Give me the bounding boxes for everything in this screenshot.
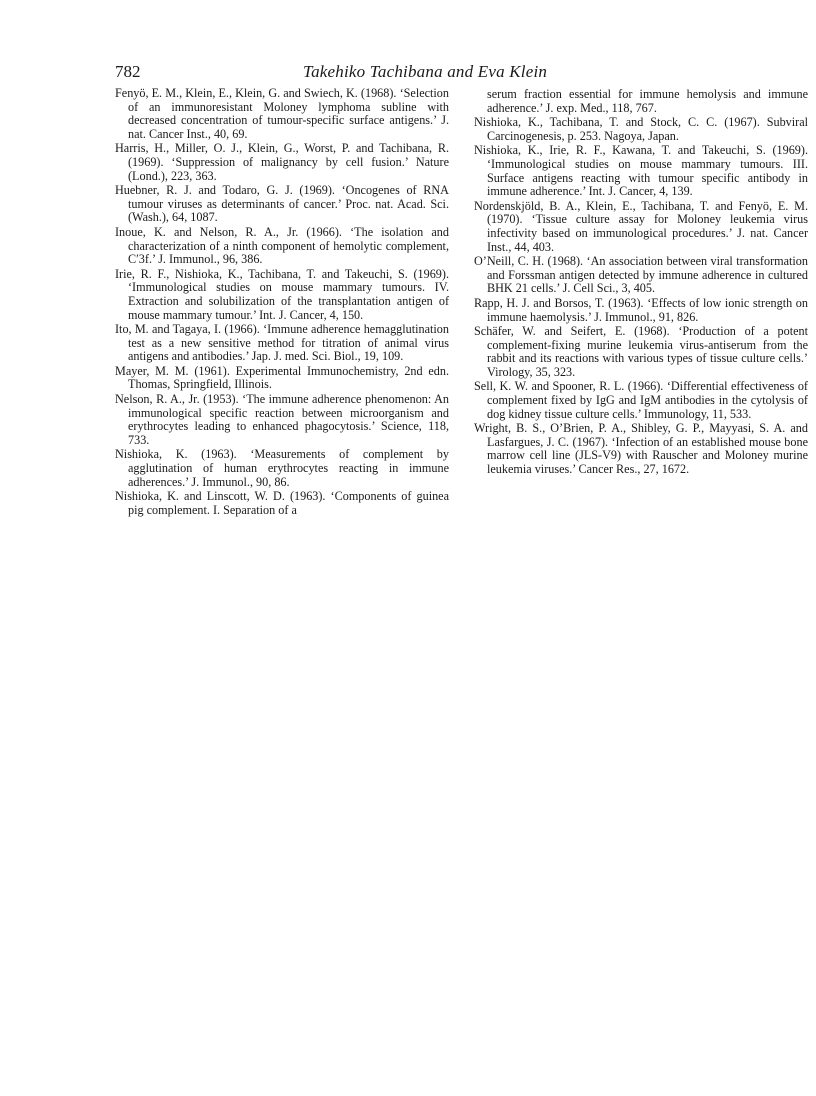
reference-entry: Fenyö, E. M., Klein, E., Klein, G. and Swiech, K. (1968). ‘Selection of an immunoresistant Moloney lymphoma subline with decreased concentration of tumour-specific surface antigens.’ J. nat. Cancer Inst., 40, 69.	[115, 86, 449, 141]
references-right-column	[474, 88, 808, 477]
reference-entry: Nishioka, K. (1963). ‘Measurements of complement by agglutination of human erythrocytes reacting in immune adherences.’ J. Immunol., 90, 86.	[115, 447, 449, 489]
reference-entry: Nishioka, K. and Linscott, W. D. (1963). ‘Components of guinea pig complement. I. Separation of a	[115, 489, 449, 517]
reference-entry: Inoue, K. and Nelson, R. A., Jr. (1966). ‘The isolation and characterization of a ninth component of hemolytic complement, C′3f.’ J. Immunol., 96, 386.	[115, 224, 449, 267]
page-number: 782	[115, 62, 141, 81]
reference-entry: Wright, B. S., O’Brien, P. A., Shibley, G. P., Mayyasi, S. A. and Lasfargues, J. C. (1967). ‘Infection of an established mouse bone marrow cell line (JLS-V9) with Rauscher and Moloney murine leukemia viruses.’ Cancer Res., 27, 1672.	[474, 421, 808, 477]
reference-entry: Irie, R. F., Nishioka, K., Tachibana, T. and Takeuchi, S. (1969). ‘Immunological studies on mouse mammary tumours. IV. Extraction and solubilization of the transplantation antigen of mouse mammary tumour.’ Int. J. Cancer, 4, 150.	[115, 266, 449, 322]
reference-entry: Nordenskjöld, B. A., Klein, E., Tachibana, T. and Fenyö, E. M. (1970). ‘Tissue culture assay for Moloney leukemia virus infectivity based on immunological procedures.’ J. nat. Cancer Inst., 44, 403.	[474, 198, 808, 254]
reference-entry: Harris, H., Miller, O. J., Klein, G., Worst, P. and Tachibana, R. (1969). ‘Suppression of malignancy by cell fusion.’ Nature (Lond.), 223, 363.	[115, 141, 449, 183]
reference-entry: Nelson, R. A., Jr. (1953). ‘The immune adherence phenomenon: An immunological specific reaction between microorganism and erythrocytes leading to enhanced phagocytosis.’ Science, 118, 733.	[115, 392, 449, 447]
reference-entry: Nishioka, K., Tachibana, T. and Stock, C. C. (1967). Subviral Carcinogenesis, p. 253. Nagoya, Japan.	[474, 115, 808, 143]
reference-entry: Rapp, H. J. and Borsos, T. (1963). ‘Effects of low ionic strength on immune haemolysis.’ J. Immunol., 91, 826.	[474, 295, 808, 324]
reference-entry: Ito, M. and Tagaya, I. (1966). ‘Immune adherence hemagglutination test as a new sensitive method for titration of animal virus antigens and antibodies.’ Jap. J. med. Sci. Biol., 19, 109.	[115, 322, 449, 364]
reference-entry: Huebner, R. J. and Todaro, G. J. (1969). ‘Oncogenes of RNA tumour viruses as determinants of cancer.’ Proc. nat. Acad. Sci. (Wash.), 64, 1087.	[115, 183, 449, 225]
reference-entry: Schäfer, W. and Seifert, E. (1968). ‘Production of a potent complement-fixing murine leukemia virus-antiserum from the rabbit and its reactions with various types of tissue culture cells.’ Virology, 35, 323.	[474, 324, 808, 379]
reference-entry: Sell, K. W. and Spooner, R. L. (1966). ‘Differential effectiveness of complement fixed by IgG and IgM antibodies in the cytolysis of dog kidney tissue culture cells.’ Immunology, 11, 533.	[474, 379, 808, 421]
reference-continuation: serum fraction essential for immune hemolysis and immune adherence.’ J. exp. Med., 118, 767.	[487, 87, 808, 115]
reference-entry: Mayer, M. M. (1961). Experimental Immunochemistry, 2nd edn. Thomas, Springfield, Illinois.	[115, 363, 449, 392]
running-head: Takehiko Tachibana and Eva Klein	[303, 62, 548, 81]
reference-entry: O’Neill, C. H. (1968). ‘An association between viral transformation and Forssman antigen detected by immune adherence in cultured BHK 21 cells.’ J. Cell Sci., 3, 405.	[474, 254, 808, 296]
references-left-column	[115, 87, 449, 517]
reference-entry: Nishioka, K., Irie, R. F., Kawana, T. and Takeuchi, S. (1969). ‘Immunological studies on mouse mammary tumours. III. Surface antigens reacting with tumour specific antibody in immune adherence.’ Int. J. Cancer, 4, 139.	[474, 143, 808, 199]
